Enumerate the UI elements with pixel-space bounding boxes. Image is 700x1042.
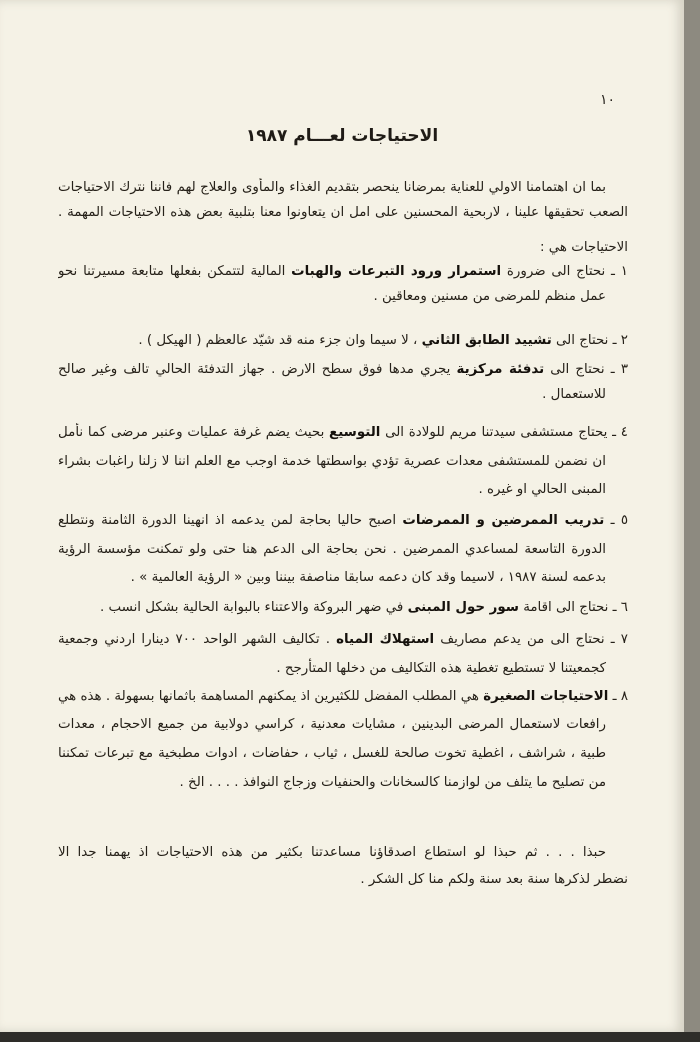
emphasis-text: الاحتياجات الصغيرة xyxy=(483,689,609,704)
text-segment: ١ ـ نحتاج الى ضرورة xyxy=(501,264,628,279)
text-line xyxy=(58,178,606,198)
emphasis-text: استهلاك المياه xyxy=(336,632,435,647)
emphasis-text: تدريب الممرضين و الممرضات xyxy=(402,513,605,528)
text-segment: في ضهر البروكة والاعتناء بالبوابة الحالية بشكل انسب . xyxy=(99,600,408,615)
text-line xyxy=(58,687,628,707)
text-line xyxy=(100,598,628,618)
text-line xyxy=(58,203,628,223)
scan-edge xyxy=(684,0,700,1032)
text-segment: ٨ ـ xyxy=(608,689,628,704)
page-title: الاحتياجات لعـــام ١٩٨٧ xyxy=(245,126,439,146)
text-line xyxy=(131,568,606,588)
text-segment: بما ان اهتمامنا الاولي للعناية بمرضانا ينحصر بتقديم الغذاء والمأوى والعلاج لهم فاننا نترك الاحتياجات xyxy=(58,180,606,195)
text-segment: ٤ ـ يحتاج مستشفى سيدتنا مريم للولادة الى xyxy=(380,425,628,440)
text-line xyxy=(58,744,606,764)
text-line xyxy=(58,423,628,443)
text-line xyxy=(479,480,606,500)
emphasis-text: التوسيع xyxy=(329,425,381,440)
text-line xyxy=(58,630,628,650)
text-segment: كجمعيتنا لا تستطيع تغطية هذه التكاليف من دخلها المتأرجح . xyxy=(276,661,606,676)
emphasis-text: تشييد الطابق الثاني xyxy=(421,333,552,348)
text-segment: يجري مدها فوق سطح الارض . جهاز التدفئة الحالي تالف وغير صالح xyxy=(58,362,457,377)
text-line xyxy=(58,360,628,380)
text-line xyxy=(58,843,606,863)
text-segment: حبذا . . . ثم حبذا لو استطاع اصدقاؤنا مساعدتنا بكثير من هذه الاحتياجات اذ يهمنا جدا الا xyxy=(58,845,606,860)
text-segment: الصعب تحقيقها علينا ، لاربحية المحسنين على امل ان يتعاونوا معنا بتلبية بعض هذه الاحتياجات المهمة . xyxy=(58,205,628,220)
page-number: ١٠ xyxy=(600,92,616,108)
text-segment: ٦ ـ نحتاج الى اقامة xyxy=(518,600,628,615)
text-segment: المالية لتتمكن بفعلها متابعة مسيرتنا نحو xyxy=(58,264,292,279)
text-segment: المبنى الحالي او غيره . xyxy=(478,482,606,497)
text-line xyxy=(540,238,628,258)
text-line xyxy=(180,773,606,793)
text-line xyxy=(58,715,606,735)
text-segment: . تكاليف الشهر الواحد ٧٠٠ دينارا اردني وجمعية xyxy=(58,632,337,647)
text-segment: الدورة التاسعة لمساعدي الممرضين . نحن بحاجة الى الدعم هنا حتى ولو تمكنت مؤسسة الرؤية xyxy=(58,542,606,557)
text-segment: ٢ ـ نحتاج الى xyxy=(551,333,628,348)
emphasis-text: استمرار ورود التبرعات والهبات xyxy=(291,264,502,279)
text-segment: ٧ ـ نحتاج الى من يدعم مصاريف xyxy=(434,632,628,647)
text-line xyxy=(58,511,628,531)
text-line xyxy=(58,262,628,282)
text-segment: ٥ ـ xyxy=(604,513,628,528)
emphasis-text: تدفئة مركزية xyxy=(456,362,545,377)
text-line xyxy=(542,385,606,405)
text-segment: عمل منظم للمرضى من مسنين ومعاقين . xyxy=(373,289,606,304)
text-segment: طبية ، شراشف ، اغطية تخوت صالحة للغسل ، ثياب ، حفاضات ، ادوات مطبخية مع تبرعات تمكننا xyxy=(58,746,606,761)
text-line xyxy=(360,870,628,890)
text-segment: للاستعمال . xyxy=(542,387,606,402)
text-line xyxy=(373,287,606,307)
text-segment: ٣ ـ نحتاج الى xyxy=(544,362,628,377)
text-line xyxy=(138,331,628,351)
text-segment: الاحتياجات هي : xyxy=(539,240,628,255)
text-line xyxy=(276,659,606,679)
text-segment: هي المطلب المفضل للكثيرين اذ يمكنهم المساهمة باثمانها بسهولة . هذه هي xyxy=(58,689,479,704)
text-segment: ، لا سيما وان جزء منه قد شيّد عالعظم ( الهيكل ) . xyxy=(138,333,422,348)
text-segment: نضطر لذكرها سنة بعد سنة ولكم منا كل الشكر . xyxy=(360,872,628,887)
text-segment: من تصليح ما يتلف من لوازمنا كالسخانات والحنفيات وزجاج النوافذ . . . . الخ . xyxy=(179,775,606,790)
emphasis-text: سور حول المبنى xyxy=(407,600,519,615)
text-segment: بحيث يضم غرفة عمليات وعنبر مرضى كما نأمل xyxy=(58,425,330,440)
text-segment: رافعات لاستعمال المرضى البدينين ، مشايات معدنية ، كراسي دولابية من جميع الاحجام ، معدات xyxy=(58,717,606,732)
text-segment: اصبح حاليا بحاجة لمن يدعمه اذ انهينا الدورة الثامنة ونتطلع xyxy=(58,513,397,528)
text-line xyxy=(58,452,606,472)
text-segment: بدعمه لسنة ١٩٨٧ ، لاسيما وقد كان دعمه سابقا مناصفة بيننا وبين « الرؤية العالمية » . xyxy=(130,570,606,585)
text-line xyxy=(58,540,606,560)
text-segment: ان نضمن للمستشفى معدات عصرية تؤدي بواسطتها خدمة اوجب مع العلم اننا لا زلنا راغبات بشراء xyxy=(58,454,606,469)
